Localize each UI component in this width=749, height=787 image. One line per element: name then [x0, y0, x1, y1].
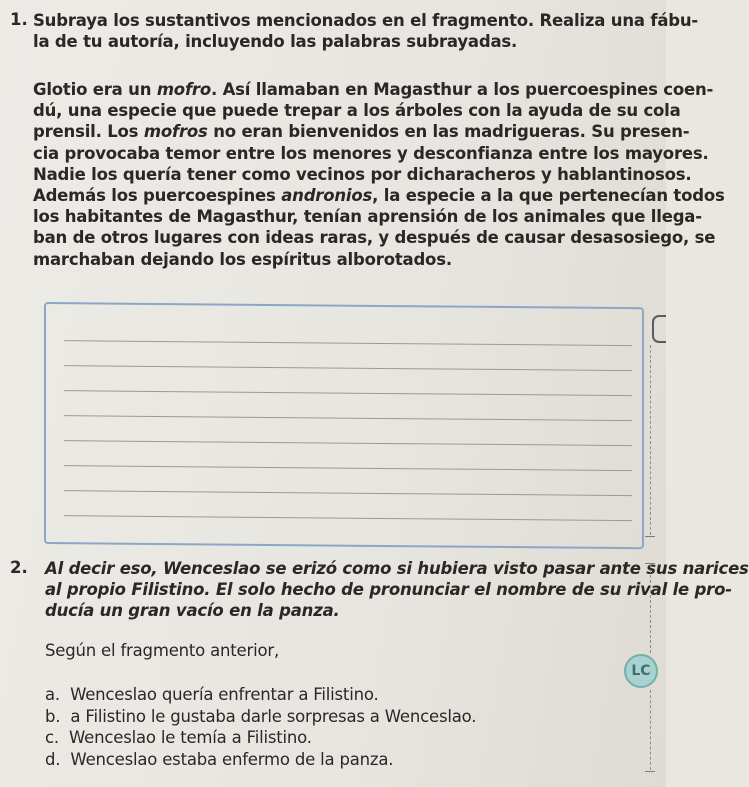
margin-dashed-guide: [650, 565, 651, 653]
passage-line: Glotio era un mofro. Así llamaban en Magasthur a los puercoespines coen-: [33, 80, 714, 99]
margin-dashed-guide: [650, 690, 651, 770]
writing-line[interactable]: [64, 490, 632, 496]
question-1-prompt: [33, 10, 698, 52]
option-text: a Filistino le gustaba darle sorpresas a Wenceslao.: [70, 706, 477, 726]
option-letter: c.: [45, 728, 59, 747]
prompt-line: Subraya los sustantivos mencionados en el fragmento. Realiza una fábu-: [33, 11, 699, 30]
answer-writing-box[interactable]: [44, 302, 644, 549]
writing-line[interactable]: [64, 340, 632, 346]
option-d[interactable]: [45, 749, 476, 771]
passage-line: marchaban dejando los espíritus alborotados.: [33, 249, 452, 269]
passage-line: ban de otros lugares con ideas raras, y después de causar desasosiego, se: [33, 228, 716, 248]
lc-badge-icon: LC: [624, 654, 658, 688]
passage-line: al propio Filistino. El solo hecho de pronunciar el nombre de su rival le pro-: [45, 580, 732, 600]
passage-line: prensil. Los mofros no eran bienvenidos en las madrigueras. Su presen-: [33, 122, 690, 142]
question-1-passage: [33, 79, 725, 270]
option-text: Wenceslao le temía a Filistino.: [69, 728, 312, 747]
passage-line: los habitantes de Magasthur, tenían aprensión de los animales que llega-: [33, 207, 702, 227]
writing-line[interactable]: [64, 390, 632, 396]
writing-line[interactable]: [64, 415, 632, 421]
passage-line: Además los puercoespines andronios, la especie a la que pertenecían todos: [33, 186, 725, 206]
margin-tick: [645, 536, 655, 537]
margin-bracket-icon: [652, 315, 666, 343]
option-c[interactable]: [45, 727, 476, 749]
question-2-passage: [45, 558, 749, 622]
option-a[interactable]: [45, 684, 476, 706]
passage-line: dú, una especie que puede trepar a los árboles con la ayuda de su cola: [33, 101, 681, 121]
margin-dashed-guide: [650, 345, 651, 535]
option-b[interactable]: [45, 706, 476, 728]
writing-line[interactable]: [64, 465, 632, 471]
prompt-line: la de tu autoría, incluyendo las palabras subrayadas.: [33, 32, 518, 52]
writing-line[interactable]: [64, 365, 632, 371]
option-text: Wenceslao quería enfrentar a Filistino.: [70, 685, 379, 704]
passage-line: cia provocaba temor entre los menores y desconfianza entre los mayores.: [33, 143, 709, 163]
option-letter: a.: [45, 685, 60, 704]
question-1-number: 1.: [10, 10, 28, 29]
passage-line: ducía un gran vacío en la panza.: [45, 601, 340, 621]
writing-line[interactable]: [64, 440, 632, 446]
italic-term: mofro: [156, 80, 211, 99]
italic-term: mofros: [143, 122, 208, 142]
writing-line[interactable]: [64, 515, 632, 521]
question-2-stem: Según el fragmento anterior,: [45, 641, 279, 660]
option-letter: b.: [45, 706, 61, 726]
answer-options: [45, 684, 476, 770]
question-2-number: 2.: [10, 558, 28, 577]
margin-tick: [645, 563, 655, 564]
italic-term: andronios: [281, 186, 373, 206]
passage-line: Nadie los quería tener como vecinos por dicharacheros y hablantinosos.: [33, 164, 692, 184]
option-text: Wenceslao estaba enfermo de la panza.: [70, 749, 394, 769]
passage-line: Al decir eso, Wenceslao se erizó como si hubiera visto pasar ante sus narices: [45, 559, 749, 578]
option-letter: d.: [45, 749, 61, 769]
margin-tick: [645, 771, 655, 772]
